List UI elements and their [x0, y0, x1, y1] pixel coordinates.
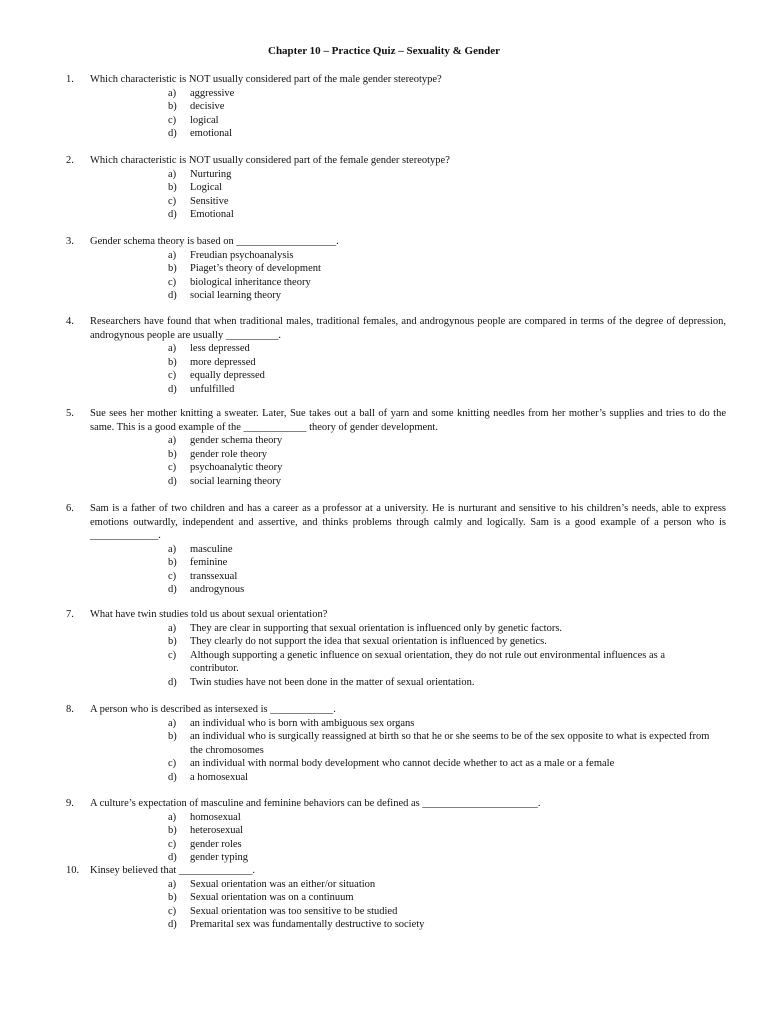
option-letter: a) [168, 717, 177, 729]
question-number: 6. [66, 503, 74, 514]
option-letter: d) [168, 209, 177, 220]
option-text: Twin studies have not been done in the matter of sexual orientation. [190, 676, 475, 688]
question-number: 9. [66, 798, 74, 809]
question-stem: A culture’s expectation of masculine and feminine behaviors can be defined as ______________________. [90, 798, 541, 809]
question-item [66, 407, 726, 488]
answer-options [66, 342, 726, 396]
question-item [66, 703, 726, 784]
answer-option [66, 448, 726, 462]
option-text: an individual who is born with ambiguous sex organs [190, 717, 415, 729]
option-letter: c) [168, 370, 177, 381]
option-text: Freudian psychoanalysis [190, 249, 294, 261]
question-number: 5. [66, 408, 74, 419]
option-letter: b) [168, 448, 177, 460]
question-stem: Kinsey believed that ______________. [90, 865, 256, 876]
answer-option [66, 635, 726, 649]
option-letter: b) [168, 263, 177, 274]
answer-option [66, 100, 726, 114]
answer-option [66, 87, 726, 101]
page-title: Chapter 10 – Practice Quiz – Sexuality & Gender [268, 45, 500, 57]
answer-option [66, 434, 726, 448]
answer-option [66, 461, 726, 475]
option-text: gender roles [190, 838, 242, 850]
option-text: heterosexual [190, 825, 244, 836]
option-text: a homosexual [190, 771, 249, 783]
option-text: emotional [190, 128, 232, 139]
option-text: Premarital sex was fundamentally destructive to society [190, 919, 425, 930]
question-number: 10. [66, 865, 80, 876]
option-letter: d) [168, 290, 177, 301]
option-text: equally depressed [190, 370, 265, 381]
option-letter: b) [168, 825, 177, 836]
answer-options [66, 717, 726, 785]
option-letter: b) [168, 356, 177, 368]
option-letter: c) [168, 195, 177, 207]
option-letter: a) [168, 87, 177, 99]
answer-option [66, 556, 726, 570]
question-number: 2. [66, 155, 74, 166]
question-stem: Sue sees her mother knitting a sweater. Later, Sue takes out a ball of yarn and some knitting needles from her mother’s supplies and tries to do the same. This is a good example of the ____________ theory of gender development. [90, 408, 726, 433]
question-stem: A person who is described as intersexed is ____________. [90, 704, 336, 715]
question-item [66, 608, 726, 689]
option-text: Piaget’s theory of development [190, 263, 321, 274]
option-text: Nurturing [190, 168, 232, 180]
option-letter: d) [168, 771, 177, 783]
option-letter: c) [168, 114, 177, 126]
option-text: transsexual [190, 570, 238, 582]
question-stem: Which characteristic is NOT usually considered part of the male gender stereotype? [90, 74, 442, 85]
answer-options [66, 543, 726, 597]
answer-options [66, 811, 726, 865]
answer-option [66, 891, 726, 905]
question-stem: Sam is a father of two children and has a career as a professor at a university. He is nurturant and sensitive to his children’s needs, able to express emotions outwardly, independent and assertive, and thinks problems through calmly and logically. Sam is a good example of a person who is _____________. [90, 503, 726, 541]
option-text: Sexual orientation was too sensitive to be studied [190, 905, 398, 917]
option-letter: c) [168, 276, 177, 288]
option-text: Sexual orientation was on a continuum [190, 892, 354, 903]
question-item [66, 502, 726, 597]
option-letter: b) [168, 557, 177, 568]
answer-option [66, 114, 726, 128]
option-letter: a) [168, 622, 177, 634]
option-text: gender typing [190, 852, 249, 863]
option-text: social learning theory [190, 290, 281, 301]
question-number: 1. [66, 74, 74, 85]
option-text: masculine [190, 543, 233, 555]
question-item [66, 154, 726, 222]
answer-option [66, 838, 726, 852]
answer-option [66, 276, 726, 290]
option-letter: b) [168, 636, 177, 647]
answer-option [66, 342, 726, 356]
question-item [66, 315, 726, 396]
question-item [66, 73, 726, 141]
answer-option [66, 543, 726, 557]
option-text: psychoanalytic theory [190, 462, 283, 473]
option-letter: d) [168, 475, 177, 487]
option-letter: b) [168, 892, 177, 903]
option-text: androgynous [190, 584, 245, 595]
answer-options [66, 168, 726, 222]
answer-option [66, 771, 726, 785]
question-item [66, 235, 726, 303]
answer-option [66, 195, 726, 209]
option-letter: b) [168, 182, 177, 193]
option-letter: a) [168, 168, 177, 180]
answer-option [66, 878, 726, 892]
option-text: They clearly do not support the idea that sexual orientation is influenced by genetics. [190, 636, 547, 647]
answer-option [66, 208, 726, 222]
answer-option [66, 383, 726, 397]
answer-option [66, 475, 726, 489]
answer-option [66, 127, 726, 141]
option-letter: d) [168, 383, 177, 395]
answer-option [66, 676, 726, 690]
option-text: gender role theory [190, 448, 267, 460]
option-text: decisive [190, 101, 225, 112]
question-stem: Gender schema theory is based on ___________________. [90, 236, 339, 247]
answer-option [66, 181, 726, 195]
option-letter: a) [168, 878, 177, 890]
option-text: less depressed [190, 343, 250, 354]
answer-option [66, 570, 726, 584]
option-letter: d) [168, 676, 177, 688]
option-text: biological inheritance theory [190, 276, 311, 288]
answer-option [66, 249, 726, 263]
option-text: an individual with normal body development who cannot decide whether to act as a male or a female [190, 758, 615, 769]
answer-options [66, 434, 726, 488]
option-text: homosexual [190, 811, 241, 823]
answer-option [66, 622, 726, 636]
option-text: logical [190, 114, 219, 126]
answer-option [66, 851, 726, 865]
question-stem: Which characteristic is NOT usually considered part of the female gender stereotype? [90, 155, 450, 166]
answer-option [66, 649, 726, 676]
option-letter: c) [168, 462, 177, 473]
option-text: Emotional [190, 209, 234, 220]
option-letter: b) [168, 731, 177, 742]
question-number: 4. [66, 316, 74, 327]
answer-option [66, 824, 726, 838]
answer-option [66, 583, 726, 597]
option-letter: b) [168, 101, 177, 112]
answer-options [66, 249, 726, 303]
option-text: Although supporting a genetic influence on sexual orientation, they do not rule out environmental influences as a contributor. [190, 649, 665, 674]
answer-option [66, 918, 726, 932]
answer-option [66, 369, 726, 383]
option-text: aggressive [190, 87, 235, 99]
answer-option [66, 289, 726, 303]
answer-option [66, 262, 726, 276]
answer-options [66, 878, 726, 932]
option-text: gender schema theory [190, 435, 283, 446]
option-text: social learning theory [190, 475, 281, 487]
question-item [66, 797, 726, 865]
option-letter: c) [168, 758, 177, 769]
option-letter: c) [168, 838, 177, 850]
option-letter: a) [168, 811, 177, 823]
option-text: an individual who is surgically reassigned at birth so that he or she seems to be of the sex opposite to what is expected from the chromosomes [190, 731, 710, 756]
question-number: 8. [66, 704, 74, 715]
answer-option [66, 730, 726, 757]
answer-option [66, 356, 726, 370]
option-letter: d) [168, 919, 177, 930]
option-text: unfulfilled [190, 383, 235, 395]
option-letter: c) [168, 905, 177, 917]
answer-options [66, 87, 726, 141]
option-text: Sexual orientation was an either/or situation [190, 878, 376, 890]
answer-option [66, 905, 726, 919]
option-text: more depressed [190, 356, 256, 368]
option-letter: d) [168, 128, 177, 139]
option-letter: d) [168, 584, 177, 595]
option-letter: d) [168, 852, 177, 863]
answer-options [66, 622, 726, 690]
answer-option [66, 717, 726, 731]
question-stem: What have twin studies told us about sexual orientation? [90, 609, 328, 620]
option-letter: a) [168, 435, 177, 446]
option-text: Sensitive [190, 195, 229, 207]
answer-option [66, 811, 726, 825]
question-item [66, 864, 726, 932]
option-letter: a) [168, 343, 177, 354]
question-number: 7. [66, 609, 74, 620]
option-text: They are clear in supporting that sexual orientation is influenced only by genetic factors. [190, 622, 563, 634]
answer-option [66, 757, 726, 771]
option-letter: a) [168, 249, 177, 261]
question-stem: Researchers have found that when traditional males, traditional females, and androgynous people are compared in terms of the degree of depression, androgynous people are usually __________. [90, 316, 726, 341]
option-letter: c) [168, 570, 177, 582]
option-letter: c) [168, 649, 177, 661]
option-text: Logical [190, 182, 223, 193]
option-letter: a) [168, 543, 177, 555]
question-number: 3. [66, 236, 74, 247]
answer-option [66, 168, 726, 182]
option-text: feminine [190, 557, 228, 568]
